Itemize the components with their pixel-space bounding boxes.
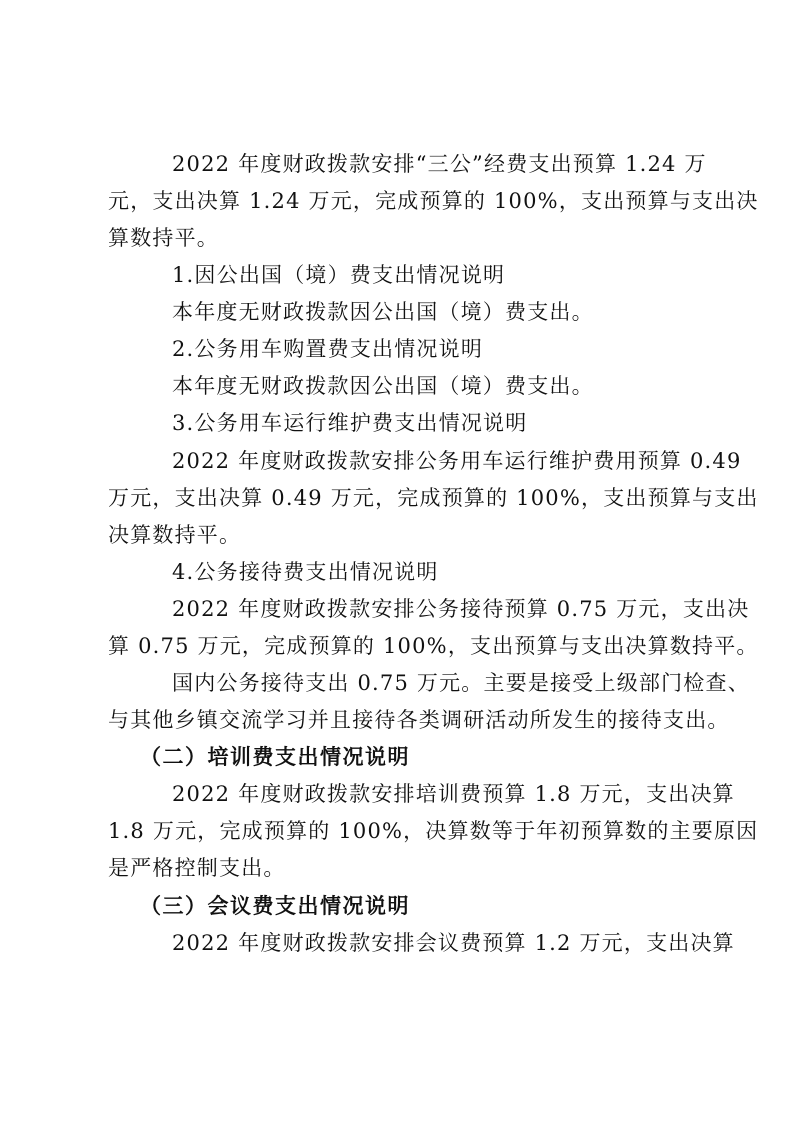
section-2-heading: （二）培训费支出情况说明 (140, 745, 410, 769)
section-2-line-3: 是严格控制支出。 (108, 856, 286, 880)
item-2-title: 2.公务用车购置费支出情况说明 (172, 337, 484, 361)
paragraph-1-line-1: 2022 年度财政拨款安排“三公”经费支出预算 1.24 万 (172, 152, 707, 176)
item-4-line-2: 算 0.75 万元，完成预算的 100%，支出预算与支出决算数持平。 (108, 634, 759, 658)
paragraph-1-line-3: 算数持平。 (108, 226, 219, 250)
section-3-heading: （三）会议费支出情况说明 (140, 894, 410, 918)
item-3-line-1: 2022 年度财政拨款安排公务用车运行维护费用预算 0.49 (172, 449, 742, 473)
section-2-line-1: 2022 年度财政拨款安排培训费预算 1.8 万元，支出决算 (172, 782, 735, 806)
item-3-line-2: 万元，支出决算 0.49 万元，完成预算的 100%，支出预算与支出 (108, 486, 759, 510)
section-3-line-1: 2022 年度财政拨款安排会议费预算 1.2 万元，支出决算 (172, 931, 735, 955)
item-3-title: 3.公务用车运行维护费支出情况说明 (172, 411, 528, 435)
item-1-text: 本年度无财政拨款因公出国（境）费支出。 (172, 300, 594, 324)
item-4-line-4: 与其他乡镇交流学习并且接待各类调研活动所发生的接待支出。 (108, 708, 730, 732)
item-4-title: 4.公务接待费支出情况说明 (172, 560, 439, 584)
section-2-line-2: 1.8 万元，完成预算的 100%，决算数等于年初预算数的主要原因 (108, 819, 759, 843)
item-4-line-1: 2022 年度财政拨款安排公务接待预算 0.75 万元，支出决 (172, 597, 750, 621)
item-4-line-3: 国内公务接待支出 0.75 万元。主要是接受上级部门检查、 (172, 671, 750, 695)
item-2-text: 本年度无财政拨款因公出国（境）费支出。 (172, 374, 594, 398)
item-3-line-3: 决算数持平。 (108, 523, 242, 547)
item-1-title: 1.因公出国（境）费支出情况说明 (172, 263, 506, 287)
paragraph-1-line-2: 元，支出决算 1.24 万元，完成预算的 100%，支出预算与支出决 (108, 189, 759, 213)
